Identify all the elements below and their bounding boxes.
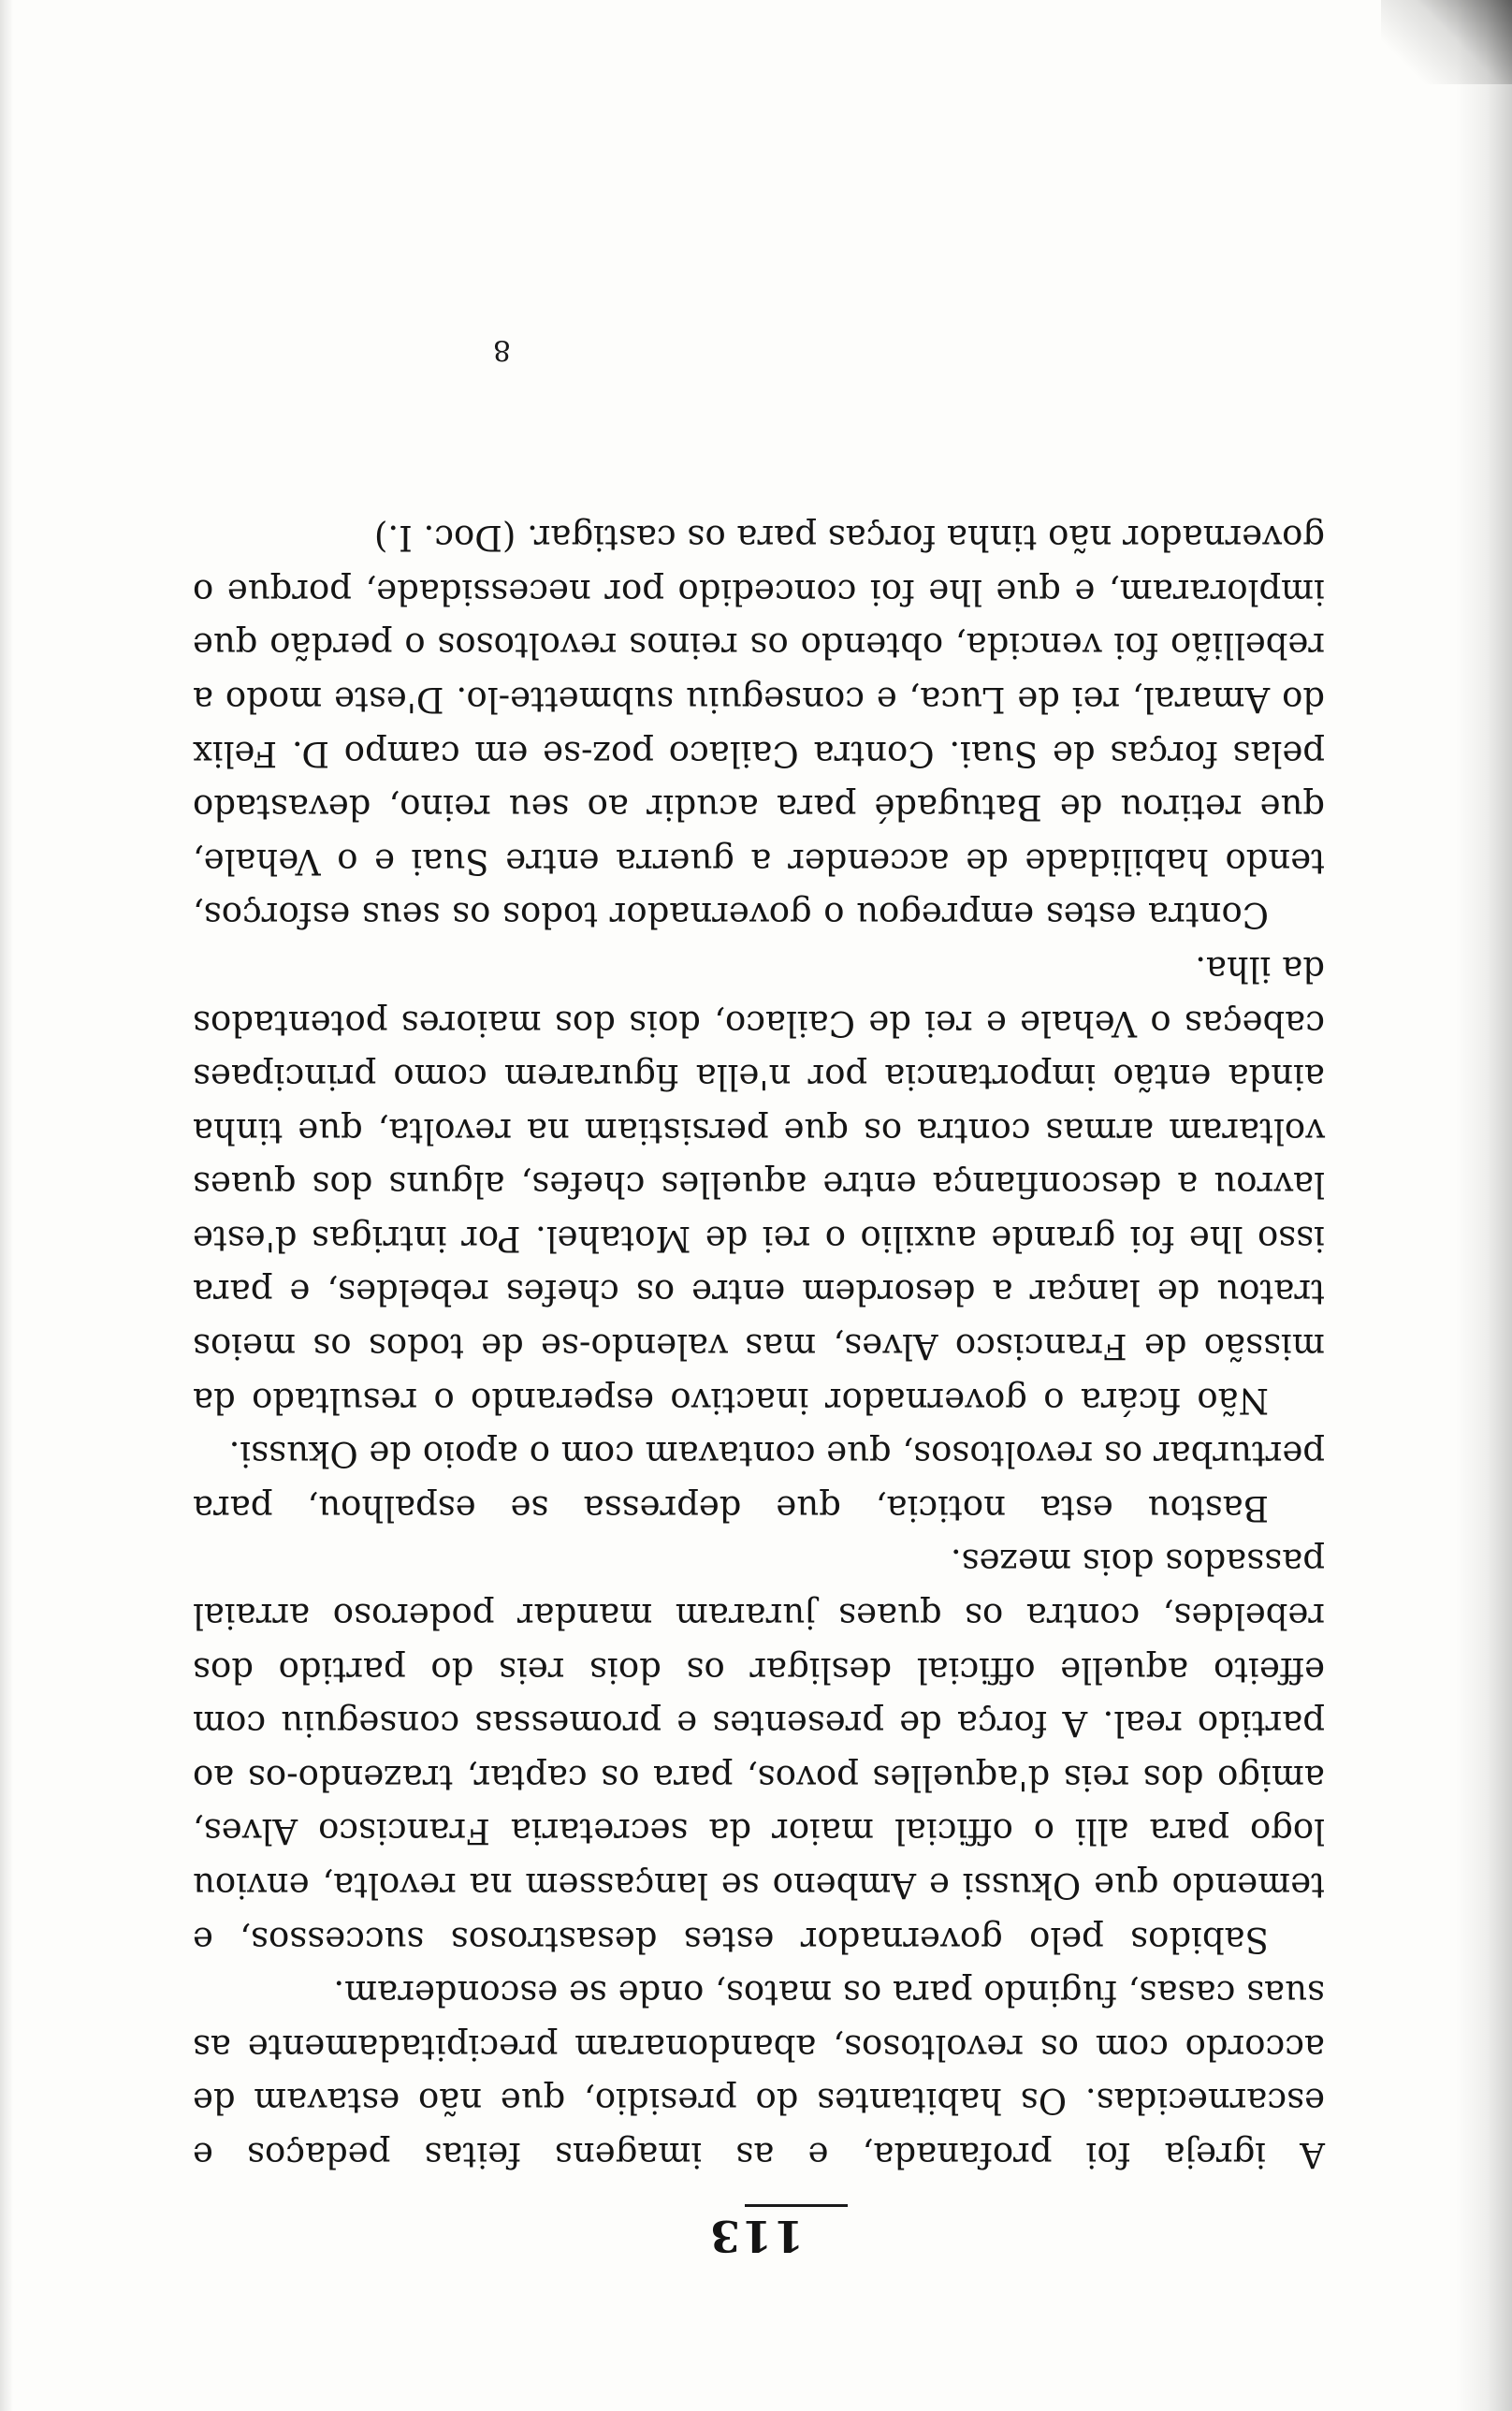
paragraph: A igreja foi profanada, e as imagens feitas pedaços e escarnecidas. Os habitantes do presidio, que não estavam de accordo com os revoltosos, abandonaram precipitadamente as suas casas, fugindo para os matos, onde se esconderam. <box>193 1973 1325 2175</box>
signature-mark: 8 <box>492 333 511 366</box>
paragraph: Contra estes empregou o governador todos os seus esforços, tendo habilidade de accender a guerra entre Suai e o Vehale, que retirou de Batugadé para acudir ao seu reino, devastado pelas forças de Suai. Contra Cailaco poz-se em campo D. Felix do Amaral, rei de Luca, e conseguiu submette-lo. D'este modo a rebellião foi vencida, obtendo os reinos revoltosos o perdão que imploraram, e que lhe foi concedido por necessidade, porque o governador não tinha forças para os castigar. (Doc. I.) <box>193 518 1325 936</box>
paragraph: Bastou esta noticia, que depressa se espalhou, para perturbar os revoltosos, que contavam com o apoio de Okussi. <box>193 1434 1325 1528</box>
paragraph: Não ficára o governador inactivo esperando o resultado da missão de Francisco Alves, mas valendo-se de todos os meios tratou de lançar a desordem entre os chefes rebeldes, e para isso lhe foi grande auxilio o rei de Motahel. Por intrigas d'este lavrou a desconfiança entre aquelles chefes, alguns dos quaes voltaram armas contra os que persistiam na revolta, que tinha ainda então importancia por n'ella figurarem como principaes cabeças o Vehale e rei de Cailaco, dois dos maiores potentados da ilha. <box>193 948 1325 1421</box>
body-text <box>193 511 1325 2182</box>
paragraph: Sabidos pelo governador estes desastrosos successos, e temendo que Okussi e Ambeno se lançassem na revolta, enviou logo para alli o official maior da secretaria Francisco Alves, amigo dos reis d'aquelles povos, para os captar, trazendo-os ao partido real. A força de presentes e promessas conseguiu com effeito aquelle official desligar os dois reis do partido dos rebeldes, contra os quaes juraram mandar poderoso arraial passados dois mezes. <box>193 1542 1325 1960</box>
page-number: 113 <box>707 2211 805 2261</box>
header-rule <box>745 2204 848 2207</box>
